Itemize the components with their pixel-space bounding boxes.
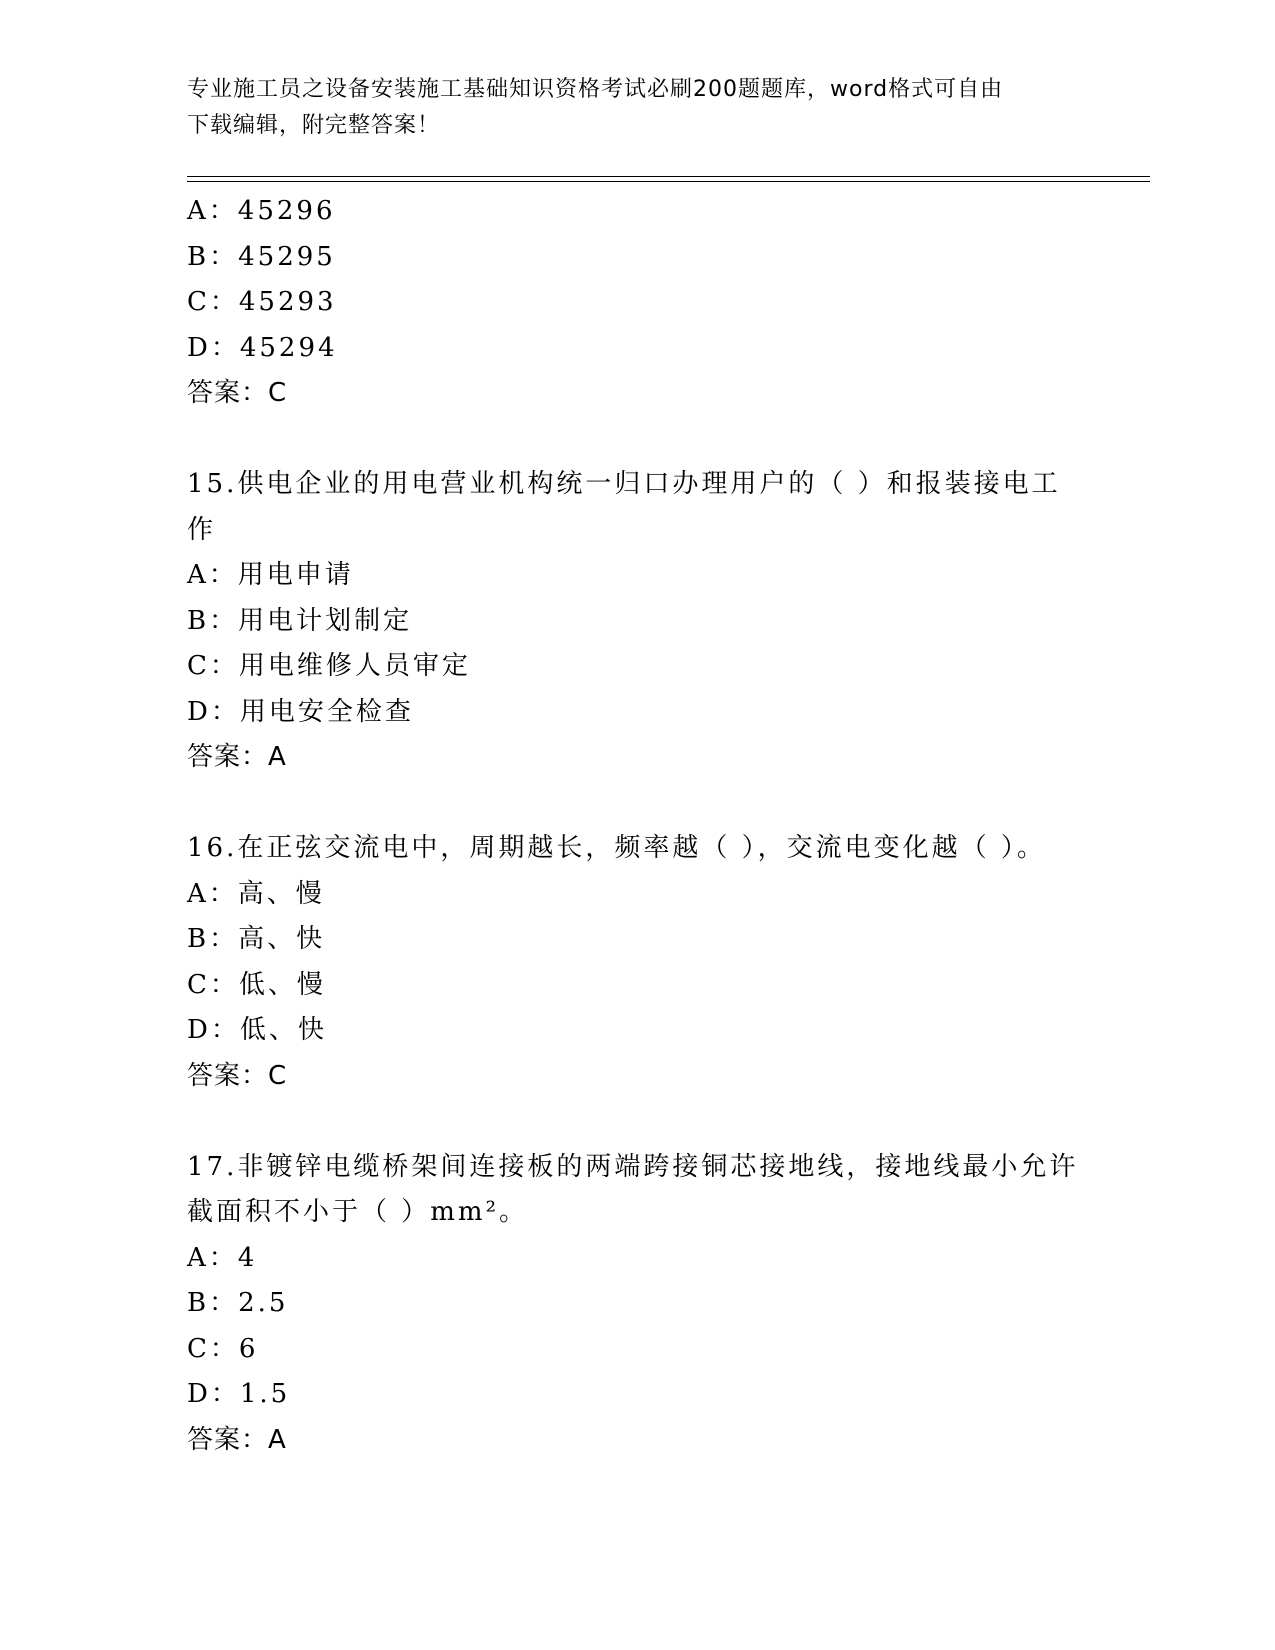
option-a: A：45296	[187, 196, 336, 226]
option-c: C：6	[187, 1333, 259, 1364]
header-line-2: 下载编辑，附完整答案！	[187, 113, 441, 138]
question-15	[187, 462, 1087, 781]
option-a: A：4	[187, 1242, 258, 1273]
document-header	[187, 72, 1087, 144]
question-16	[187, 826, 1087, 1099]
option-b: B：2.5	[187, 1288, 289, 1318]
answer-line: 答案：A	[187, 742, 287, 772]
question-stem-line-2: 作	[187, 514, 217, 545]
option-d: D：45294	[187, 332, 338, 363]
question-stem-line-2: 截面积不小于（ ）mm²。	[187, 1197, 528, 1227]
option-c: C：低、慢	[187, 969, 326, 1000]
question-stem-line-1: 16.在正弦交流电中，周期越长，频率越（ ），交流电变化越（ ）。	[187, 833, 1046, 863]
question-stem-line-1: 17.非镀锌电缆桥架间连接板的两端跨接铜芯接地线，接地线最小允许	[187, 1151, 1079, 1182]
spacer	[187, 1099, 1087, 1145]
question-14	[187, 189, 1087, 417]
question-stem-line-1: 15.供电企业的用电营业机构统一归口办理用户的（ ）和报装接电工	[187, 469, 1061, 499]
header-line-1: 专业施工员之设备安装施工基础知识资格考试必刷200题题库，word格式可自由	[187, 77, 1004, 102]
option-d: D：1.5	[187, 1379, 291, 1409]
option-b: B：用电计划制定	[187, 605, 413, 636]
option-b: B：高、快	[187, 924, 326, 954]
option-d: D：低、快	[187, 1015, 327, 1045]
option-c: C：45293	[187, 287, 337, 317]
header-divider-bottom	[187, 181, 1150, 182]
answer-line: 答案：C	[187, 1060, 288, 1091]
question-17	[187, 1145, 1087, 1464]
spacer	[187, 417, 1087, 463]
answer-line: 答案：A	[187, 1424, 287, 1455]
spacer	[187, 781, 1087, 827]
answer-line: 答案：C	[187, 378, 288, 408]
header-divider-top	[187, 176, 1150, 177]
option-a: A：用电申请	[187, 560, 354, 590]
option-c: C：用电维修人员审定	[187, 651, 471, 681]
option-b: B：45295	[187, 241, 336, 272]
option-d: D：用电安全检查	[187, 696, 414, 727]
option-a: A：高、慢	[187, 878, 325, 909]
question-list	[187, 189, 1087, 1463]
